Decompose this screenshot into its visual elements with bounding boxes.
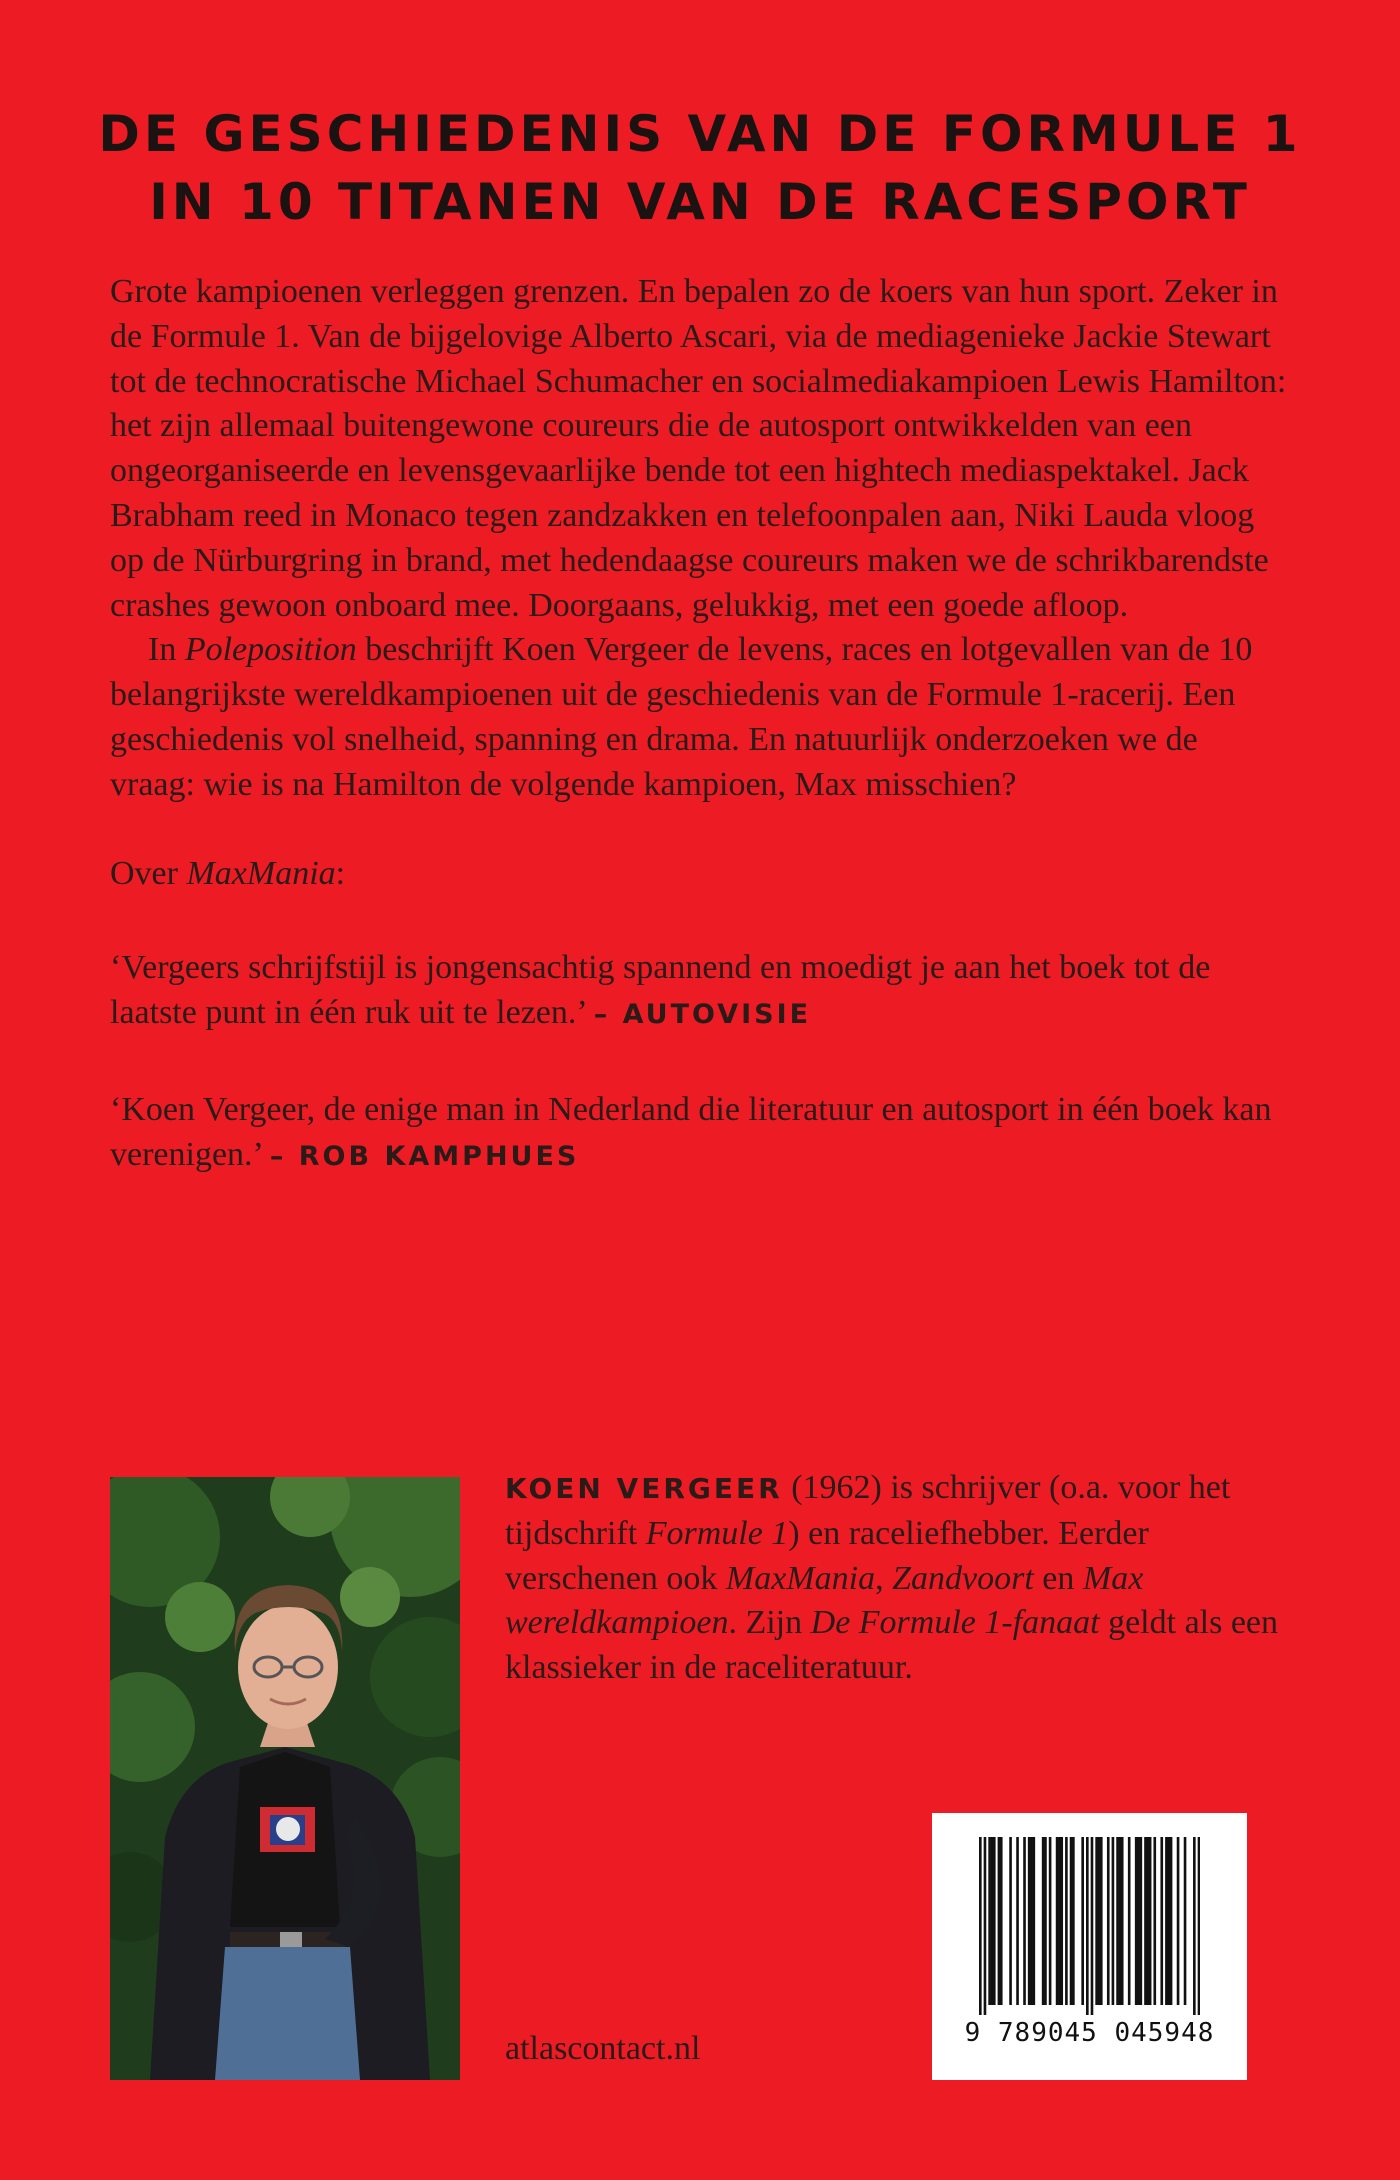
barcode-bar [1153, 1837, 1156, 2005]
headline-line-1: DE GESCHIEDENIS VAN DE FORMULE 1 [98, 105, 1302, 163]
barcode-bar [991, 1837, 994, 2005]
barcode-bar [1042, 1837, 1045, 2005]
barcode-bar [1065, 1837, 1068, 2005]
isbn-number: 9 789045 045948 [964, 2018, 1215, 2048]
headline-line-2: IN 10 TITANEN VAN DE RACESPORT [149, 173, 1251, 231]
barcode-bar [988, 1837, 991, 2005]
barcode-bar [1081, 1837, 1084, 2005]
barcode-bar [1165, 1837, 1168, 2005]
barcode-bar [1095, 1837, 1098, 2005]
barcode-bar [1107, 1837, 1110, 2005]
review-quote: ‘Koen Vergeer, de enige man in Nederland die literatuur en autosport in één boek kan verenigen.’ – ROB KAMPHUES [110, 1090, 1272, 1173]
blurb-paragraph-1: Grote kampioenen verleggen grenzen. En bepalen zo de koers van hun sport. Zeker in de Formule 1. Van de bijgelovige Alberto Ascari, via de mediagenieke Jackie Stewart tot de technocratische Michael Schumacher en socialmediakampioen Lewis Hamilton: het zijn allemaal buitengewone coureurs die de autosport ontwikkelden van een ongeorganiseerde en levensgevaarlijke bende tot een hightech mediaspektakel. Jack Brabham reed in Monaco tegen zandzakken en telefoonpalen aan, Niki Lauda vloog op de Nürburgring in brand, met hedendaagse coureurs maken we de schrikbarendste crashes gewoon onboard mee. Doorgaans, gelukkig, met een goede afloop. [110, 273, 1287, 624]
review-source: – AUTOVISIE [593, 999, 812, 1031]
barcode-bar [1091, 1837, 1094, 2015]
barcode-bar [979, 1837, 982, 2015]
barcode-bar [1000, 1837, 1003, 2005]
barcode-bar [1177, 1837, 1180, 2005]
headline [0, 100, 1400, 236]
barcode-bar [1056, 1837, 1059, 2005]
barcode-bar [1121, 1837, 1124, 2005]
barcode-bar [1119, 1837, 1122, 2005]
blurb-paragraph-2: In Poleposition beschrijft Koen Vergeer de levens, races en lotgevallen van de 10 belangrijkste wereldkampioenen uit de geschiedenis van de Formule 1-racerij. Een geschiedenis vol snelheid, spanning en drama. En natuurlijk onderzoeken we de vraag: wie is na Hamilton de volgende kampioen, Max misschien? [110, 631, 1253, 803]
barcode-bar [998, 1837, 1001, 2005]
barcode-bars [979, 1837, 1200, 2015]
barcode-bar [1070, 1837, 1073, 2005]
barcode-bar [1116, 1837, 1119, 2005]
barcode-bar [1086, 1837, 1089, 2015]
blurb [110, 270, 1290, 1180]
barcode-bar [1033, 1837, 1036, 2005]
barcode-bar [1135, 1837, 1138, 2005]
barcode-bar [993, 1837, 996, 2005]
barcode-bar [1144, 1837, 1147, 2005]
reviews-heading: Over MaxMania: [110, 854, 346, 892]
barcode-bar [1140, 1837, 1143, 2005]
barcode-bar [984, 1837, 987, 2015]
barcode-bar [1058, 1837, 1061, 2005]
review-quote: ‘Vergeers schrijfstijl is jongensachtig spannend en moedigt je aan het boek tot de laatste punt in één ruk uit te lezen.’ – AUTOVISIE [110, 949, 1211, 1032]
barcode-bar [1028, 1837, 1031, 2005]
barcode-bar [1060, 1837, 1063, 2005]
barcode-bar [1184, 1837, 1187, 2005]
publisher-website: atlascontact.nl [505, 2030, 701, 2067]
barcode-bar [1112, 1837, 1115, 2005]
barcode-bar [1098, 1837, 1101, 2005]
review-source: – ROB KAMPHUES [269, 1140, 580, 1172]
barcode-bar [1167, 1837, 1170, 2005]
barcode-bar [1149, 1837, 1152, 2005]
barcode-bar [1193, 1837, 1196, 2015]
barcode-bar [1049, 1837, 1052, 2005]
barcode [932, 1813, 1247, 2080]
barcode-bar [1016, 1837, 1019, 2005]
author-name: KOEN VERGEER [505, 1472, 783, 1505]
barcode-bar [1146, 1837, 1149, 2005]
barcode-bar [1170, 1837, 1173, 2005]
barcode-bar [1128, 1837, 1131, 2005]
author-bio: KOEN VERGEER (1962) is schrijver (o.a. voor het tijdschrift Formule 1) en raceliefhebber. Eerder verschenen ook MaxMania, Zandvoort en Max wereldkampioen. Zijn De Formule 1-fanaat geldt als een klassieker in de raceliteratuur. [505, 1469, 1279, 1687]
barcode-bar [1160, 1837, 1163, 2005]
barcode-bar [1100, 1837, 1103, 2005]
barcode-bar [1030, 1837, 1033, 2005]
author-photo [110, 1477, 460, 2080]
barcode-bar [1023, 1837, 1026, 2005]
barcode-bar [1072, 1837, 1075, 2005]
barcode-bar [1198, 1837, 1200, 2015]
barcode-bar [1044, 1837, 1047, 2005]
book-title: Poleposition [184, 631, 357, 669]
barcode-bar [1009, 1837, 1012, 2005]
barcode-bar [1137, 1837, 1140, 2005]
